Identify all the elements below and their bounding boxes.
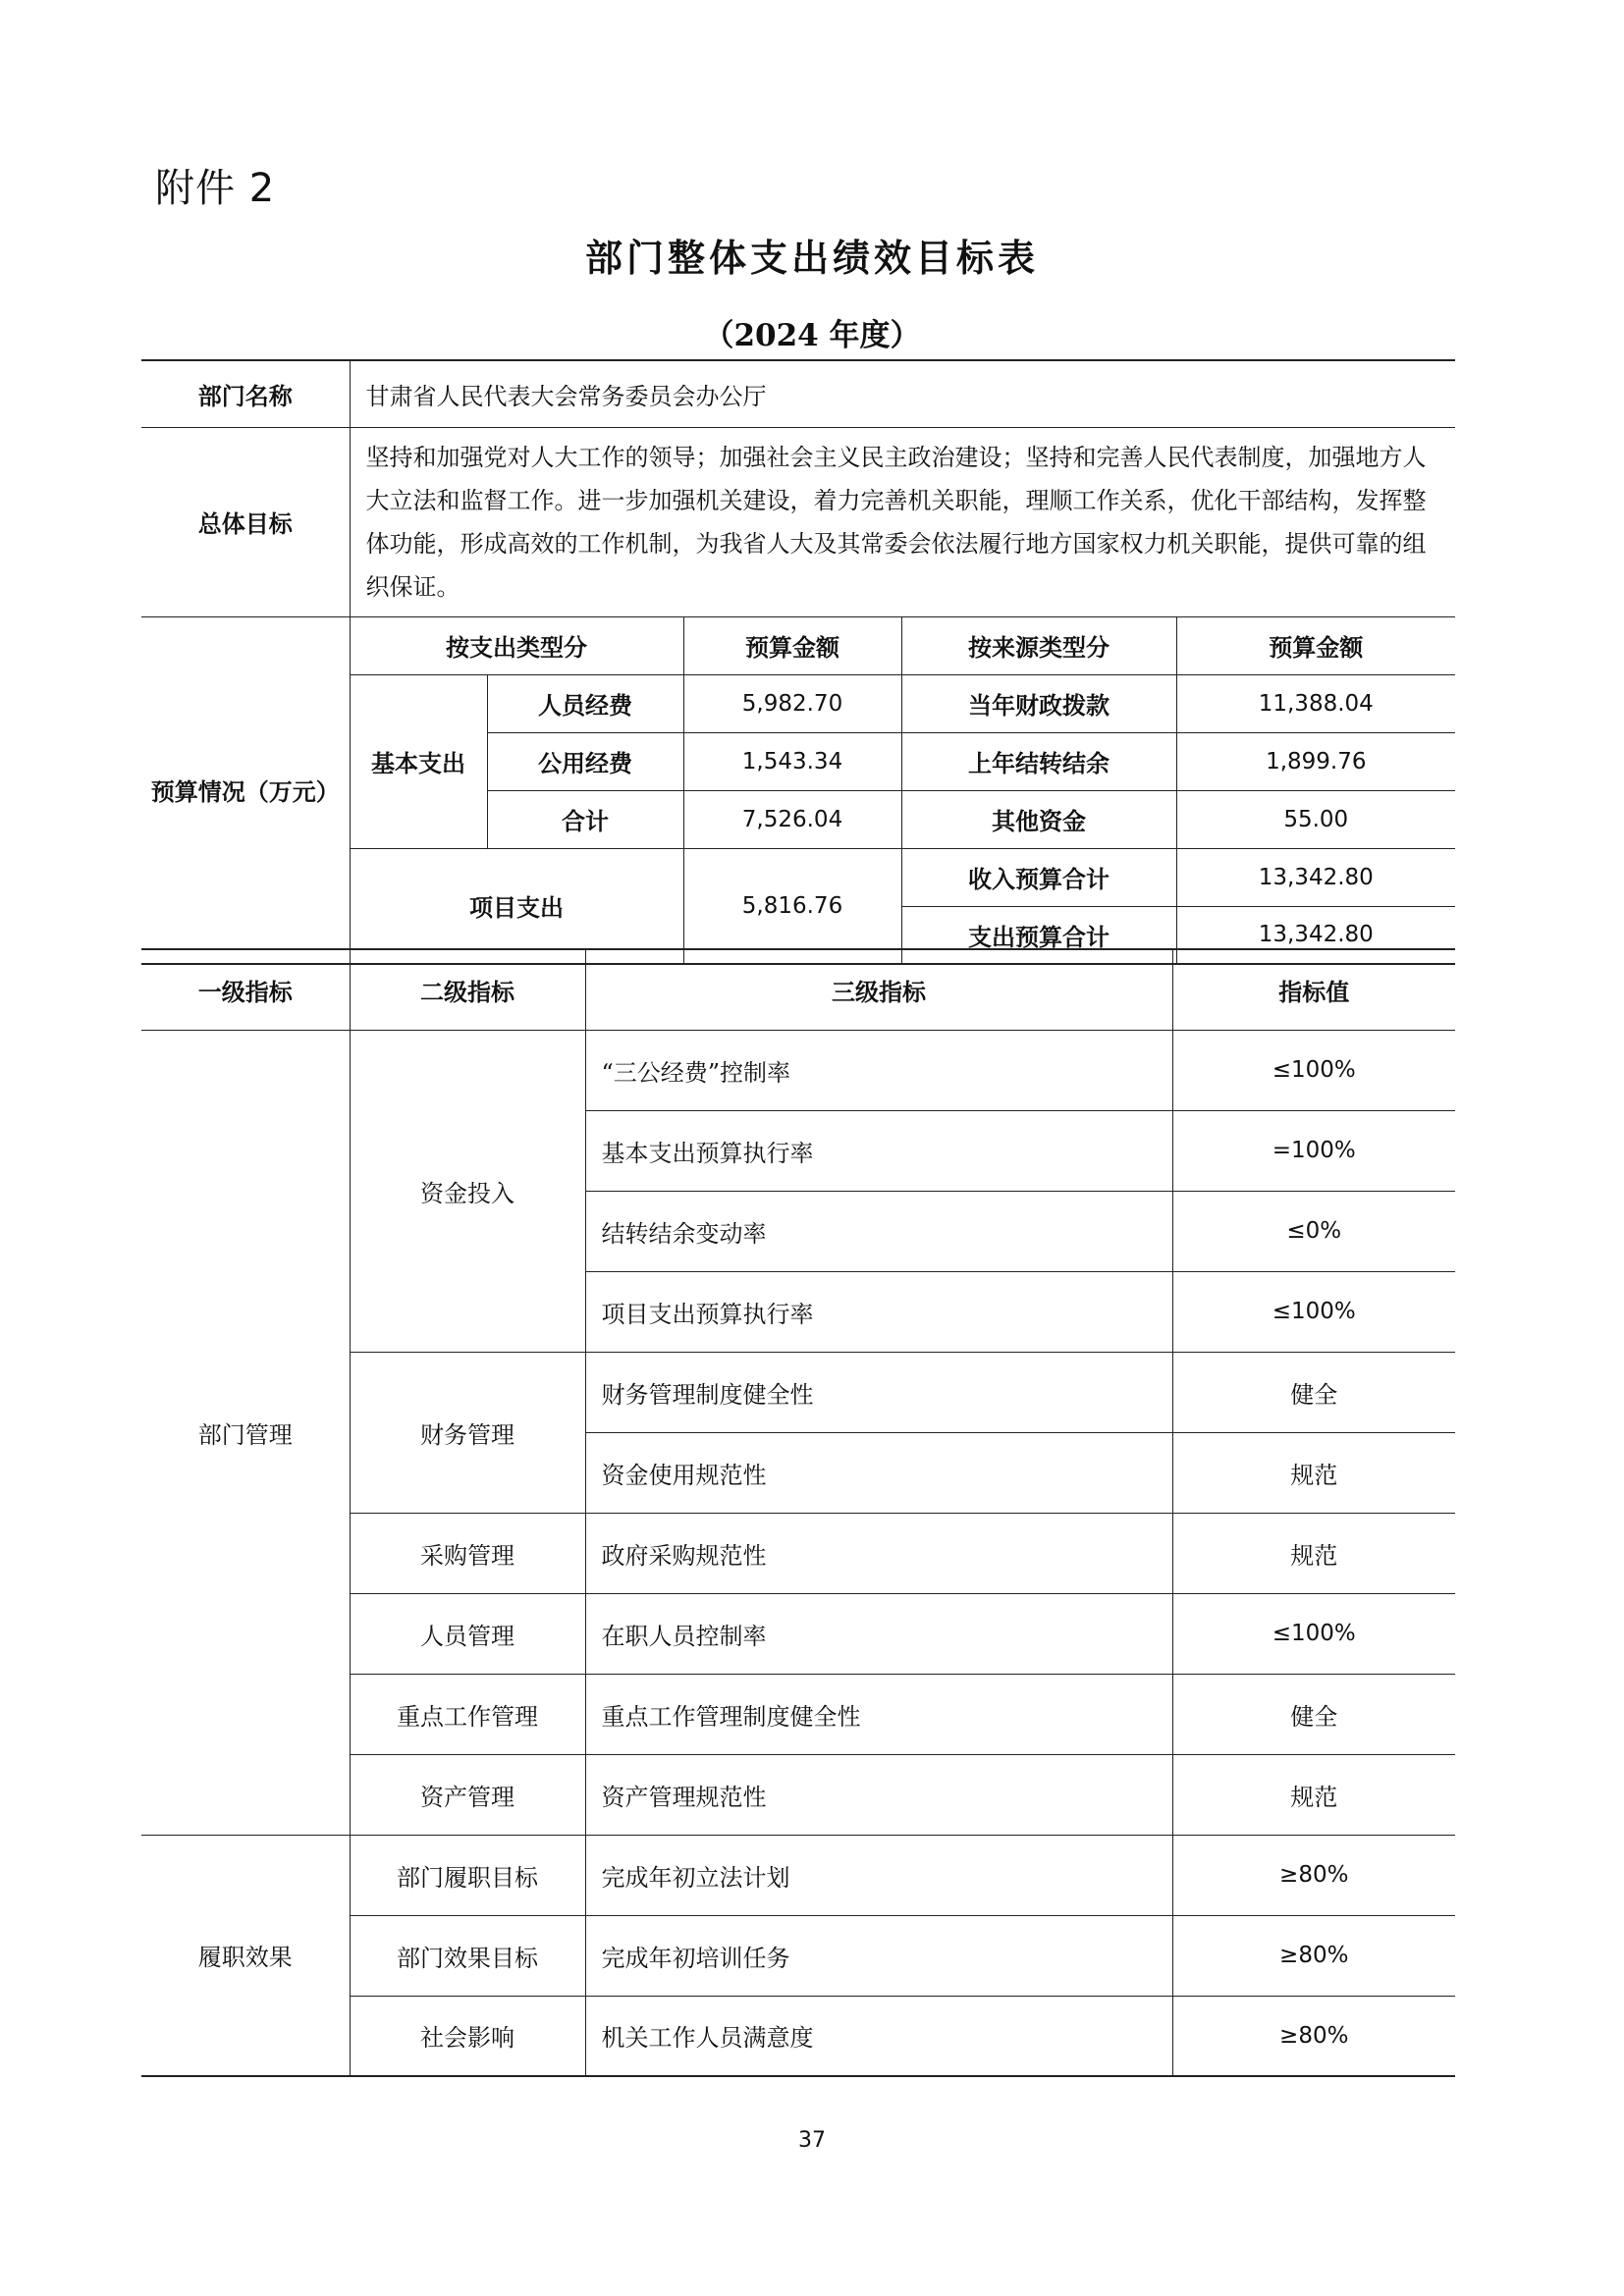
header-amount-2: 预算金额 <box>1176 616 1455 674</box>
year-label: （2024 年度） <box>703 318 921 353</box>
level-3-cell: 结转结余变动率 <box>585 1191 1172 1271</box>
goal-label: 总体目标 <box>141 427 350 616</box>
indicator-value: 健全 <box>1172 1674 1455 1754</box>
source-value: 1,899.76 <box>1176 732 1455 790</box>
level-3-cell: 在职人员控制率 <box>585 1593 1172 1674</box>
project-expense-label: 项目支出 <box>350 848 683 964</box>
level-2-cell: 财务管理 <box>350 1352 585 1513</box>
expense-total-value: 13,342.80 <box>1176 906 1455 964</box>
goal-value: 坚持和加强党对人大工作的领导；加强社会主义民主政治建设；坚持和完善人民代表制度，加强地方人大立法和监督工作。进一步加强机关建设，着力完善机关职能，理顺工作关系，优化干部结构，发挥整体功能，形成高效的工作机制，为我省人大及其常委会依法履行地方国家权力机关职能，提供可靠的组织保证。 <box>350 427 1455 616</box>
level-3-cell: 财务管理制度健全性 <box>585 1352 1172 1432</box>
indicator-value: ≥80% <box>1172 1996 1455 2076</box>
indicator-value: ≤100% <box>1172 1030 1455 1110</box>
subtotal-value: 7,526.04 <box>683 790 901 848</box>
indicator-value: 规范 <box>1172 1513 1455 1593</box>
level-3-cell: 重点工作管理制度健全性 <box>585 1674 1172 1754</box>
attachment-label: 附件 2 <box>155 166 276 211</box>
public-label: 公用经费 <box>487 732 683 790</box>
level-2-cell: 社会影响 <box>350 1996 585 2076</box>
source-value: 55.00 <box>1176 790 1455 848</box>
page-number: 37 <box>798 2128 826 2153</box>
level-2-cell: 资金投入 <box>350 1030 585 1352</box>
indicator-table <box>141 948 1455 2077</box>
level-2-cell: 部门履职目标 <box>350 1835 585 1915</box>
level-3-cell: 基本支出预算执行率 <box>585 1110 1172 1191</box>
personnel-label: 人员经费 <box>487 674 683 732</box>
dept-label: 部门名称 <box>141 360 350 427</box>
level-3-cell: 项目支出预算执行率 <box>585 1271 1172 1352</box>
budget-table <box>141 359 1455 965</box>
header-level-2: 二级指标 <box>350 949 585 1030</box>
indicator-value: 健全 <box>1172 1352 1455 1432</box>
source-label: 当年财政拨款 <box>901 674 1176 732</box>
level-2-cell: 资产管理 <box>350 1754 585 1835</box>
page-title: 部门整体支出绩效目标表 <box>584 237 1039 280</box>
indicator-value: 规范 <box>1172 1754 1455 1835</box>
level-1-cell: 履职效果 <box>141 1835 350 2076</box>
personnel-value: 5,982.70 <box>683 674 901 732</box>
source-label: 其他资金 <box>901 790 1176 848</box>
source-value: 11,388.04 <box>1176 674 1455 732</box>
indicator-value: ≤100% <box>1172 1271 1455 1352</box>
dept-value: 甘肃省人民代表大会常务委员会办公厅 <box>350 360 1455 427</box>
header-level-1: 一级指标 <box>141 949 350 1030</box>
level-3-cell: 资产管理规范性 <box>585 1754 1172 1835</box>
level-1-cell: 部门管理 <box>141 1030 350 1835</box>
indicator-value: ≥80% <box>1172 1835 1455 1915</box>
source-label: 上年结转结余 <box>901 732 1176 790</box>
header-level-3: 三级指标 <box>585 949 1172 1030</box>
level-2-cell: 重点工作管理 <box>350 1674 585 1754</box>
budget-label: 预算情况（万元） <box>141 616 350 964</box>
level-2-cell: 采购管理 <box>350 1513 585 1593</box>
income-total-value: 13,342.80 <box>1176 848 1455 906</box>
indicator-value: =100% <box>1172 1110 1455 1191</box>
income-total-label: 收入预算合计 <box>901 848 1176 906</box>
basic-expense-label: 基本支出 <box>350 674 487 848</box>
project-expense-value: 5,816.76 <box>683 848 901 964</box>
indicator-value: ≥80% <box>1172 1915 1455 1996</box>
level-2-cell: 人员管理 <box>350 1593 585 1674</box>
level-3-cell: “三公经费”控制率 <box>585 1030 1172 1110</box>
level-3-cell: 完成年初培训任务 <box>585 1915 1172 1996</box>
expense-total-label: 支出预算合计 <box>901 906 1176 964</box>
header-by-type: 按支出类型分 <box>350 616 683 674</box>
header-value: 指标值 <box>1172 949 1455 1030</box>
level-3-cell: 资金使用规范性 <box>585 1432 1172 1513</box>
level-3-cell: 政府采购规范性 <box>585 1513 1172 1593</box>
header-amount-1: 预算金额 <box>683 616 901 674</box>
level-2-cell: 部门效果目标 <box>350 1915 585 1996</box>
indicator-value: ≤0% <box>1172 1191 1455 1271</box>
level-3-cell: 机关工作人员满意度 <box>585 1996 1172 2076</box>
header-by-source: 按来源类型分 <box>901 616 1176 674</box>
indicator-value: 规范 <box>1172 1432 1455 1513</box>
level-3-cell: 完成年初立法计划 <box>585 1835 1172 1915</box>
indicator-value: ≤100% <box>1172 1593 1455 1674</box>
public-value: 1,543.34 <box>683 732 901 790</box>
subtotal-label: 合计 <box>487 790 683 848</box>
